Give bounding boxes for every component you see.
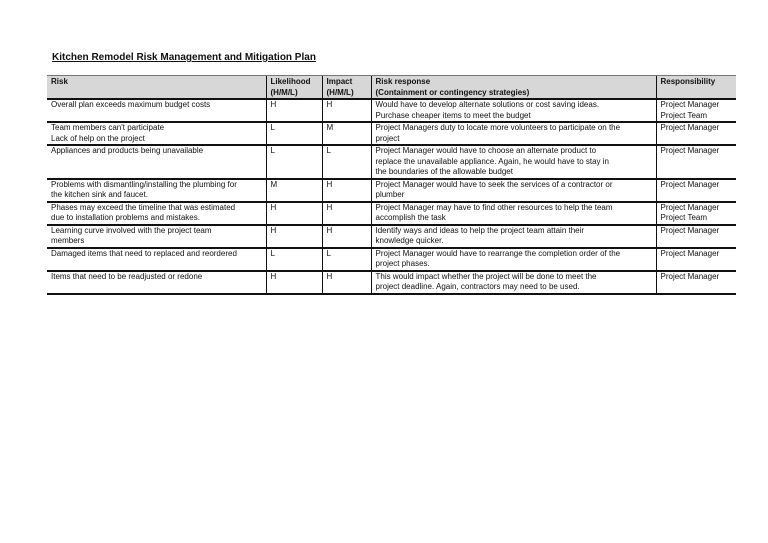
header-impact: Impact (H/M/L) xyxy=(322,76,371,100)
likelihood-cell: H xyxy=(266,99,322,122)
header-row xyxy=(47,76,736,100)
response-cell: Project Managers duty to locate more volunteers to participate on the project xyxy=(371,122,656,145)
responsibility-cell: Project Manager xyxy=(656,225,736,248)
risk-cell: Team members can't participate Lack of help on the project xyxy=(47,122,266,145)
risk-table xyxy=(47,75,736,295)
risk-cell: Overall plan exceeds maximum budget costs xyxy=(47,99,266,122)
response-cell: Project Manager may have to find other resources to help the team accomplish the task xyxy=(371,202,656,225)
table-row xyxy=(47,271,736,294)
table-row xyxy=(47,202,736,225)
risk-cell: Damaged items that need to replaced and reordered xyxy=(47,248,266,271)
header-responsibility: Responsibility xyxy=(656,76,736,100)
risk-cell: Appliances and products being unavailable xyxy=(47,145,266,179)
responsibility-cell: Project Manager xyxy=(656,122,736,145)
table-row xyxy=(47,122,736,145)
likelihood-cell: H xyxy=(266,202,322,225)
impact-cell: H xyxy=(322,202,371,225)
likelihood-cell: H xyxy=(266,225,322,248)
table-row xyxy=(47,248,736,271)
impact-cell: H xyxy=(322,99,371,122)
table-row xyxy=(47,225,736,248)
risk-cell: Learning curve involved with the project team members xyxy=(47,225,266,248)
response-cell: Project Manager would have to choose an alternate product to replace the unavailable appliance. Again, he would have to stay in the boundaries of the allowable budget xyxy=(371,145,656,179)
risk-cell: Items that need to be readjusted or redone xyxy=(47,271,266,294)
response-cell: Project Manager would have to seek the services of a contractor or plumber xyxy=(371,179,656,202)
header-likelihood: Likelihood (H/M/L) xyxy=(266,76,322,100)
likelihood-cell: H xyxy=(266,271,322,294)
risk-cell: Problems with dismantling/installing the plumbing for the kitchen sink and faucet. xyxy=(47,179,266,202)
table-row xyxy=(47,99,736,122)
impact-cell: M xyxy=(322,122,371,145)
response-cell: Identify ways and ideas to help the project team attain their knowledge quicker. xyxy=(371,225,656,248)
document-title: Kitchen Remodel Risk Management and Mitigation Plan xyxy=(52,52,316,63)
risk-cell: Phases may exceed the timeline that was estimated due to installation problems and mistakes. xyxy=(47,202,266,225)
impact-cell: L xyxy=(322,145,371,179)
responsibility-cell: Project Manager xyxy=(656,145,736,179)
impact-cell: H xyxy=(322,271,371,294)
likelihood-cell: M xyxy=(266,179,322,202)
table-row xyxy=(47,179,736,202)
responsibility-cell: Project Manager xyxy=(656,248,736,271)
likelihood-cell: L xyxy=(266,248,322,271)
responsibility-cell: Project Manager xyxy=(656,179,736,202)
response-cell: Project Manager would have to rearrange the completion order of the project phases. xyxy=(371,248,656,271)
responsibility-cell: Project Manager Project Team xyxy=(656,202,736,225)
responsibility-cell: Project Manager xyxy=(656,271,736,294)
likelihood-cell: L xyxy=(266,122,322,145)
response-cell: This would impact whether the project will be done to meet the project deadline. Again, contractors may need to be used. xyxy=(371,271,656,294)
impact-cell: H xyxy=(322,179,371,202)
impact-cell: L xyxy=(322,248,371,271)
table-row xyxy=(47,145,736,179)
header-risk: Risk xyxy=(47,76,266,100)
responsibility-cell: Project Manager Project Team xyxy=(656,99,736,122)
likelihood-cell: L xyxy=(266,145,322,179)
response-cell: Would have to develop alternate solutions or cost saving ideas. Purchase cheaper items to meet the budget xyxy=(371,99,656,122)
header-risk-response: Risk response (Containment or contingency strategies) xyxy=(371,76,656,100)
impact-cell: H xyxy=(322,225,371,248)
